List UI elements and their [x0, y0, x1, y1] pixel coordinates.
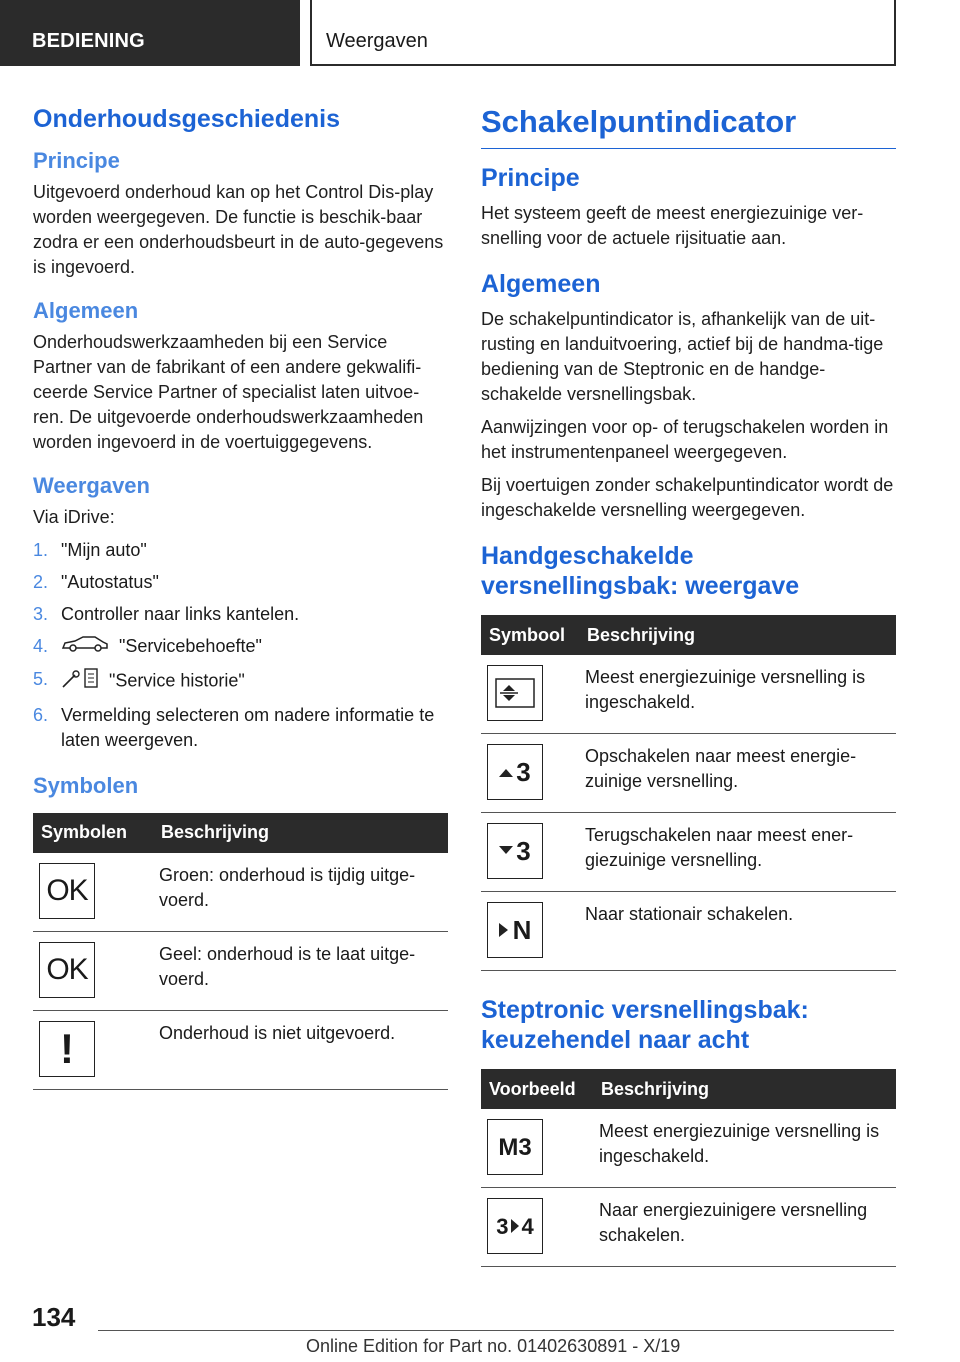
section-title-onderhoudsgeschiedenis: Onderhoudsgeschiedenis: [33, 105, 341, 133]
table-row: OK Geel: onderhoud is te laat uitge-voerd.: [33, 931, 448, 1010]
list-item: 4. "Servicebehoefte": [33, 634, 448, 660]
page-title: Schakelpuntindicator: [481, 104, 896, 149]
gear-3-to-4-icon: 3 4: [487, 1198, 543, 1254]
weergaven-intro: Via iDrive:: [33, 507, 115, 527]
ok-green-icon: OK: [39, 863, 95, 919]
section-label: BEDIENING: [0, 0, 300, 66]
list-item: 5. "Service historie": [33, 667, 448, 696]
heading-principe-right: Principe: [481, 164, 580, 192]
list-item: 2. "Autostatus": [33, 572, 159, 592]
table-row: Meest energiezuinige versnelling is ingeschakeld.: [481, 655, 896, 734]
table-header: Symbolen Beschrijving: [33, 813, 448, 853]
shift-neutral-icon: N: [487, 902, 543, 958]
page-header: [0, 0, 960, 66]
car-icon: [61, 635, 109, 660]
table-row: ! Onderhoud is niet uitgevoerd.: [33, 1010, 448, 1089]
list-item: 1. "Mijn auto": [33, 540, 147, 560]
shift-indicator-empty-icon: [487, 665, 543, 721]
shift-up-3-icon: 3: [487, 744, 543, 800]
shift-down-3-icon: 3: [487, 823, 543, 879]
table-row: 3 4 Naar energiezuinigere versnelling schakelen.: [481, 1188, 896, 1267]
algemeen-right-p1: De schakelpuntindicator is, afhankelijk van de uit-rusting en landuitvoering, actief bij de handma-tige bediening van de Steptronic en de handge-schakelde versnellingsbak.: [481, 309, 884, 404]
principe-right-text: Het systeem geeft de meest energiezuinige ver-snelling voor de actuele rijsituatie aan.: [481, 203, 864, 248]
algemeen-right-p3: Bij voertuigen zonder schakelpuntindicator wordt de ingeschakelde versnelling weergegeven.: [481, 475, 894, 520]
handgeschakeld-table: [481, 615, 896, 971]
table-header: Symbool Beschrijving: [481, 615, 896, 655]
symbolen-table: [33, 813, 448, 1090]
algemeen-text: Onderhoudswerkzaamheden bij een Service Partner van de fabrikant of een andere gekwalifi-ceerde Service Partner of specialist laten uitvoe-ren. De uitgevoerde onderhoudswerkzaamheden worden ingevoerd in de voertuiggegevens.: [33, 332, 424, 452]
left-column: [33, 100, 448, 1090]
service-history-icon: [61, 667, 99, 696]
right-column: [481, 104, 896, 1267]
footer-edition: Online Edition for Part no. 01402630891 - X/19: [306, 1336, 681, 1356]
list-item: 3. Controller naar links kantelen.: [33, 604, 300, 624]
chapter-label: Weergaven: [310, 0, 896, 66]
heading-handgeschakeld: Handgeschakelde versnellingsbak: weergave: [481, 542, 800, 600]
ok-yellow-icon: OK: [39, 942, 95, 998]
exclamation-icon: !: [39, 1021, 95, 1077]
table-row: OK Groen: onderhoud is tijdig uitge-voerd.: [33, 853, 448, 932]
gear-m3-icon: M3: [487, 1119, 543, 1175]
heading-algemeen-right: Algemeen: [481, 270, 601, 298]
table-row: 3 Terugschakelen naar meest ener-giezuinige versnelling.: [481, 813, 896, 892]
heading-symbolen: Symbolen: [33, 772, 139, 798]
algemeen-right-p2: Aanwijzingen voor op- of terugschakelen worden in het instrumentenpaneel weergegeven.: [481, 417, 889, 462]
steps-list: [33, 538, 448, 753]
table-row: N Naar stationair schakelen.: [481, 892, 896, 971]
table-row: 3 Opschakelen naar meest energie-zuinige versnelling.: [481, 734, 896, 813]
steptronic-table: [481, 1069, 896, 1267]
heading-steptronic: Steptronic versnellingsbak: keuzehendel naar acht: [481, 996, 809, 1054]
page-number: 134: [32, 1302, 76, 1332]
list-item: 6. Vermelding selecteren om nadere informatie te laten weergeven.: [33, 704, 435, 750]
heading-principe: Principe: [33, 148, 120, 173]
heading-algemeen: Algemeen: [33, 298, 139, 323]
footer-divider: [98, 1330, 894, 1331]
principe-text: Uitgevoerd onderhoud kan op het Control Dis-play worden weergegeven. De functie is beschik-baar zodra er een onderhoudsbeurt in de auto-gegevens is ingevoerd.: [33, 182, 444, 277]
table-row: M3 Meest energiezuinige versnelling is ingeschakeld.: [481, 1109, 896, 1188]
table-header: Voorbeeld Beschrijving: [481, 1069, 896, 1109]
heading-weergaven: Weergaven: [33, 473, 150, 498]
